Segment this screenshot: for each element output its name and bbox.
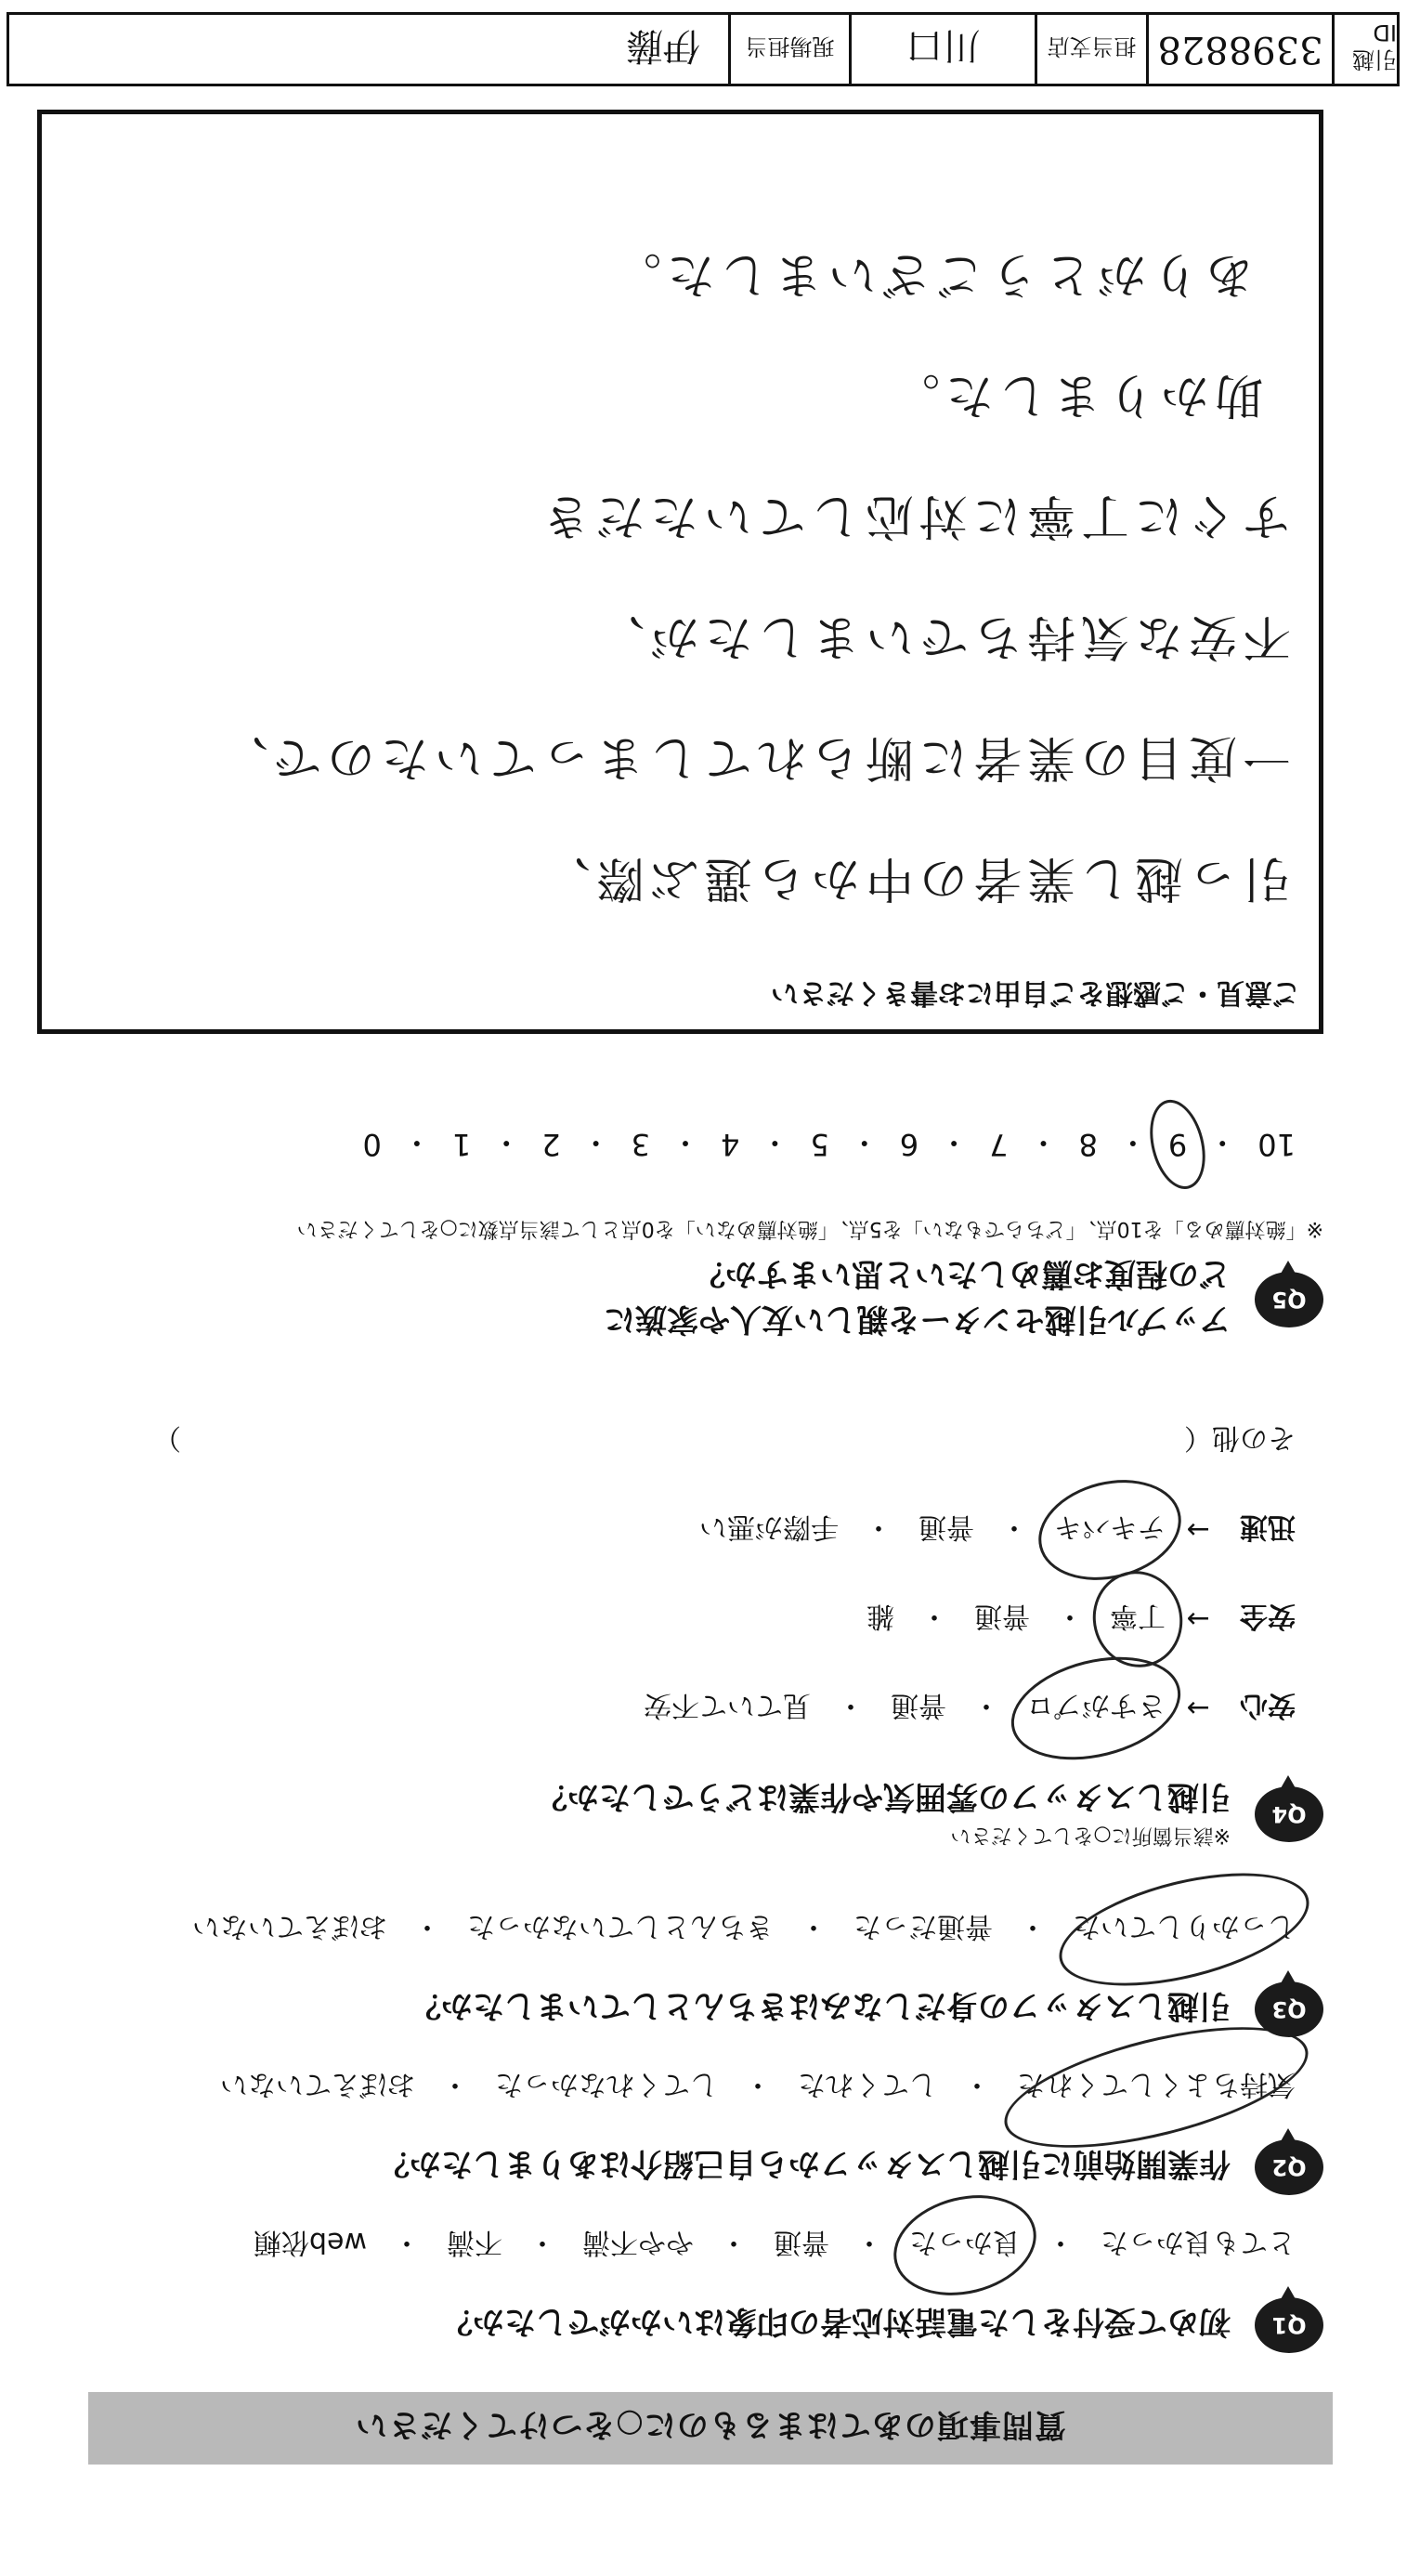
question-3 (42, 1909, 1323, 2037)
q1-option-1[interactable]: とても良かった (1101, 2226, 1296, 2258)
comment-box[interactable] (37, 110, 1323, 1034)
q4-anzen-option-1-selected[interactable]: 丁寧 (1110, 1599, 1166, 1640)
q1-option-5[interactable]: 不満 (447, 2226, 502, 2258)
q4-other-close: ） (153, 1421, 181, 1454)
q3-option-2[interactable]: 普通だった (853, 1910, 993, 1942)
q1-option-6[interactable]: web依頼 (253, 2226, 367, 2258)
comment-title: ご意見・ご感想をご自由にお書きください (771, 976, 1300, 1009)
move-id-value: 3398828 (1146, 15, 1332, 84)
q4-other-label: その他（ (1184, 1421, 1296, 1454)
q5-score-3[interactable]: 3 (631, 1127, 651, 1162)
q4-anshin-option-1-selected[interactable]: さすがプロ (1026, 1688, 1166, 1729)
instruction-banner: 質問事項のあてはまるものに○をつけてください (88, 2392, 1333, 2465)
q2-option-3[interactable]: してくれなかった (495, 2068, 718, 2100)
q4-row-jinsoku: 迅速 → テキパキ ・ 普通 ・ 手際が悪い (42, 1510, 1296, 1550)
q2-options: 気持ちよくしてくれた ・ してくれた ・ してくれなかった ・ おぼえていない (42, 2067, 1296, 2108)
question-5 (42, 1123, 1323, 1345)
q4-anshin-option-3[interactable]: 見ていて不安 (644, 1689, 811, 1721)
q1-text: 初めて受付をした電話対応者の印象はいかがでしたか？ (441, 2303, 1231, 2341)
q4-row-label: 安全 (1240, 1600, 1296, 1632)
q5-score-10[interactable]: 10 (1257, 1127, 1296, 1162)
q4-row-anshin: 安心 → さすがプロ ・ 普通 ・ 見ていて不安 (42, 1688, 1296, 1729)
q1-option-3[interactable]: 普通 (774, 2226, 829, 2258)
q5-note: ※「絶対薦める」を10点、「どちらでもない」を5点、「絶対薦めない」を0点として該当点数に○をしてください (296, 1217, 1323, 1240)
q3-text: 引越しスタッフの身だしなみはきちんとしていましたか？ (410, 1987, 1231, 2025)
comment-line: 一度目の業者に断られてしまっていたので、 (215, 729, 1291, 785)
comment-line: ありがとうございました。 (606, 246, 1254, 302)
q4-jinsoku-option-1-selected[interactable]: テキパキ (1054, 1510, 1166, 1550)
q4-other-row (42, 1420, 1296, 1461)
q1-badge: Q1 (1255, 2297, 1323, 2353)
q4-row-anzen: 安全 → 丁寧 ・ 普通 ・ 雑 (42, 1599, 1296, 1640)
q4-text: 引越しスタッフの雰囲気や作業はどうでしたか？ (536, 1778, 1231, 1815)
q4-row-label: 迅速 (1240, 1510, 1296, 1543)
move-id-label: 引越ID (1332, 15, 1397, 84)
id-bar (7, 12, 1400, 86)
staff-value: 伊藤 (626, 24, 700, 68)
staff-label: 現場担当 (728, 15, 849, 84)
q3-options: しっかりしていた ・ 普通だった ・ きちんとしていなかった ・ おぼえていない (42, 1909, 1296, 1950)
q3-option-4[interactable]: おぼえていない (192, 1910, 387, 1942)
q5-score-0[interactable]: 0 (362, 1127, 382, 1162)
arrow-icon: → (1186, 1513, 1210, 1547)
q2-option-4[interactable]: おぼえていない (220, 2068, 415, 2100)
branch-value: 川口 (849, 15, 1035, 84)
q5-score-8[interactable]: 8 (1078, 1127, 1098, 1162)
q2-option-1-selected[interactable]: 気持ちよくしてくれた (1017, 2067, 1296, 2108)
q5-badge: Q5 (1255, 1272, 1323, 1327)
q4-badge: Q4 (1255, 1786, 1323, 1842)
q2-text: 作業開始前に引越しスタッフから自己紹介はありましたか？ (378, 2145, 1231, 2183)
arrow-icon: → (1186, 1602, 1210, 1636)
q1-options: とても良かった ・ 良かった ・ 普通 ・ やや不満 ・ 不満 ・ web依頼 (42, 2225, 1296, 2266)
q1-option-2-selected[interactable]: 良かった (909, 2225, 1021, 2266)
q4-jinsoku-option-3[interactable]: 手際が悪い (699, 1510, 839, 1543)
q3-option-1-selected[interactable]: しっかりしていた (1073, 1909, 1296, 1950)
question-4 (42, 1420, 1323, 1851)
q3-option-3[interactable]: きちんとしていなかった (467, 1910, 774, 1942)
q5-score-6[interactable]: 6 (899, 1127, 919, 1162)
q3-badge: Q3 (1255, 1981, 1323, 2037)
q5-score-1[interactable]: 1 (451, 1127, 472, 1162)
q5-score-7[interactable]: 7 (989, 1127, 1009, 1162)
q5-text-line1: アップル引越センターを親しい友人や家族に (604, 1301, 1231, 1338)
q2-badge: Q2 (1255, 2139, 1323, 2195)
question-1 (42, 2225, 1323, 2353)
q5-score-2[interactable]: 2 (541, 1127, 561, 1162)
q4-anzen-option-3[interactable]: 雑 (866, 1600, 894, 1632)
q5-score-5[interactable]: 5 (810, 1127, 829, 1162)
q5-score-9-selected[interactable]: 9 (1167, 1127, 1188, 1162)
arrow-icon: → (1186, 1692, 1210, 1725)
q2-option-2[interactable]: してくれた (798, 2068, 937, 2100)
comment-line: 不安な気持ちでいましたが、 (591, 608, 1291, 664)
q5-text-line2: どの程度お薦めしたいと思いますか？ (694, 1255, 1231, 1292)
comment-line: すぐに丁寧に対応していただき (536, 488, 1291, 543)
q1-option-4[interactable]: やや不満 (582, 2226, 694, 2258)
comment-line: 引っ越し業者の中から選ぶ際、 (536, 850, 1291, 906)
comment-line: 助かりました。 (885, 367, 1263, 423)
q4-note: ※該当箇所に○をしてください (950, 1824, 1231, 1847)
q5-score-4[interactable]: 4 (721, 1127, 740, 1162)
q4-jinsoku-option-2[interactable]: 普通 (918, 1510, 974, 1543)
q4-anshin-option-2[interactable]: 普通 (891, 1689, 946, 1721)
question-2 (42, 2067, 1323, 2195)
q5-scale: 10 ・ 9 ・ 8 ・ 7 ・ 6 ・ 5 ・ 4 ・ 3 ・ 2 ・ 1 ・ 0 (362, 1125, 1296, 1162)
branch-label: 担当支店 (1035, 15, 1146, 84)
q4-row-label: 安心 (1240, 1689, 1296, 1721)
q4-anzen-option-2[interactable]: 普通 (974, 1600, 1030, 1632)
